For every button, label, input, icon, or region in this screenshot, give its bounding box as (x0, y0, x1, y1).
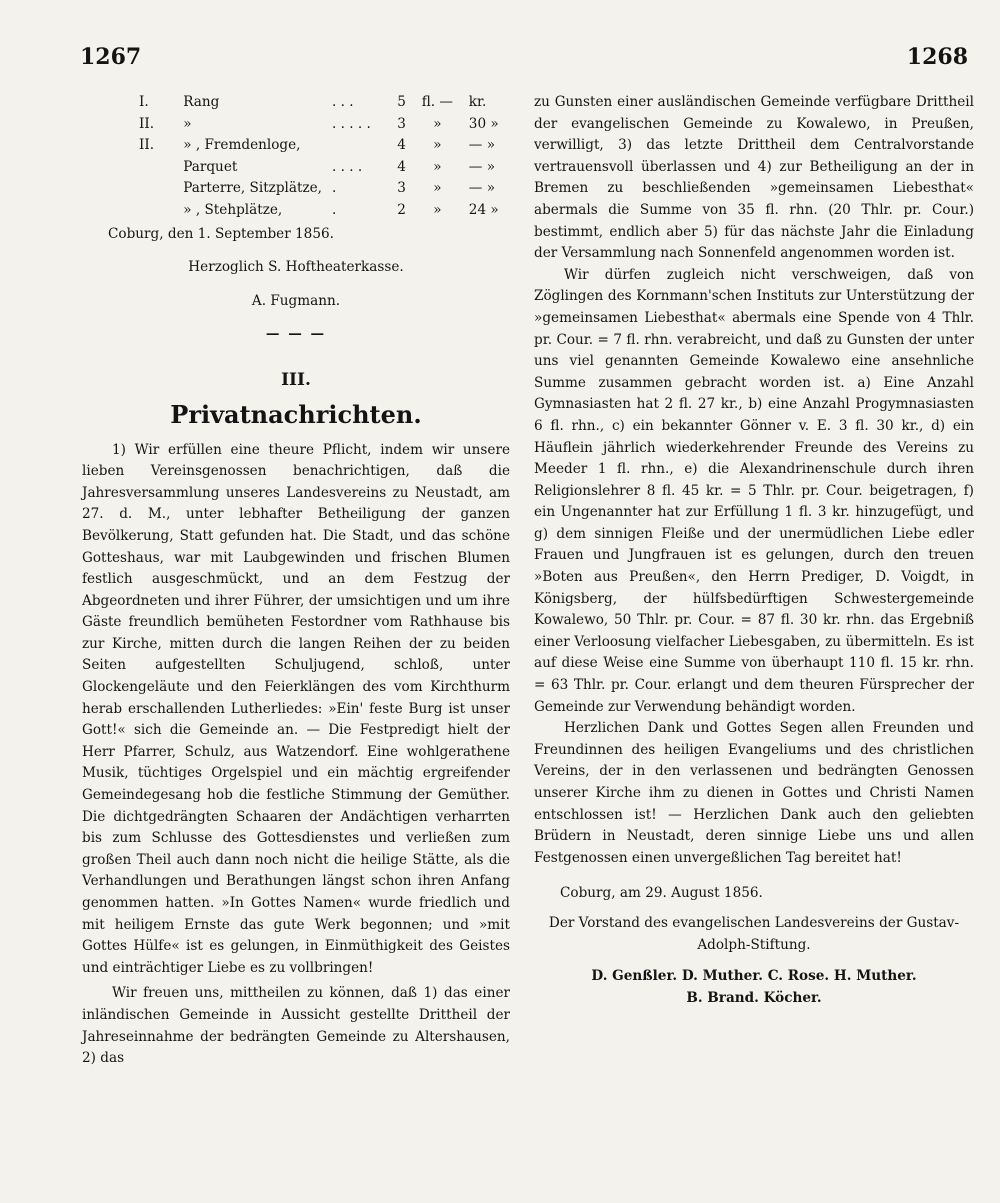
price-kreuzer: — » (468, 180, 496, 197)
price-dots: . (331, 180, 337, 197)
price-separator: » (433, 180, 442, 197)
price-seat: Rang (183, 94, 220, 110)
price-rank (134, 200, 178, 222)
price-florin: 5 (397, 94, 406, 110)
price-dots: . . . . . (331, 115, 371, 132)
price-rank: I. (139, 94, 149, 110)
price-kreuzer: — » (468, 158, 496, 175)
price-kreuzer: kr. (468, 94, 487, 110)
right-paragraph-3: Herzlichen Dank und Gottes Segen allen Freunden und Freundinnen des heiligen Evangeliums und des christlichen Vereins, der in den verlassenen und bedrängten Genossen unserer Kirche ihm zu dienen in Gottes und Christi Namen entschlossen ist! — Herzlichen Dank auch den geliebten Brüdern in Neustadt, deren sinnige Liebe uns und allen Festgenossen einen unvergeßlichen Tag bereitet hat! (534, 720, 974, 866)
price-row (134, 200, 510, 222)
price-dots (327, 135, 377, 157)
price-separator: » (433, 137, 442, 154)
price-seat: Parterre, Sitzplätze, (183, 180, 322, 197)
office-name: Herzoglich S. Hoftheaterkasse. (188, 259, 404, 276)
price-florin: 4 (397, 137, 406, 154)
page-number-right: 1268 (906, 44, 968, 70)
price-separator: » (433, 115, 442, 132)
price-rank (134, 178, 178, 200)
right-dateline: Coburg, am 29. August 1856. (560, 885, 763, 902)
price-table (134, 92, 510, 222)
signer-name: A. Fugmann. (251, 292, 341, 309)
left-dateline: Coburg, den 1. September 1856. (108, 225, 334, 242)
price-rank: II. (139, 115, 155, 132)
price-dots: . . . (331, 94, 354, 110)
left-paragraph-1: 1) Wir erfüllen eine theure Pflicht, indem wir unsere lieben Vereinsgenossen benachrichtigen, daß die Jahresversammlung unseres Landesvereins zu Neustadt, am 27. d. M., unter lebhafter Betheiligung der ganzen Bevölkerung, Statt gefunden hat. Die Stadt, und das schöne Gotteshaus, war mit Laubgewinden und frischen Blumen festlich ausgeschmückt, und an dem Festzug der Abgeordneten und ihrer Führer, der umsichtigen und um ihre Gäste freundlich bemüheten Festordner vom Rathhause bis zur Kirche, mitten durch die langen Reihen der zu beiden Seiten aufgestellten Schuljugend, schloß, unter Glockengeläute und den Feierklängen des vom Kirchthurm herab erschallenden Lutherliedes: »Ein' feste Burg ist unser Gott!« sich die Gemeinde an. — Die Festpredigt hielt der Herr Pfarrer, Schulz, aus Watzendorf. Eine wohlgerathene Musik, tüchtiges Orgelspiel und ein mächtig ergreifender Gemeindegesang hob die festliche Stimmung der Gemüther. Die dichtgedrängten Schaaren der Andächtigen verharrten bis zum Schlusse des Gottesdienstes und verließen zum großen Theil auch dann noch nicht die heilige Stätte, als die Verhandlungen und Berathungen längst schon ihren Anfang genommen hatten. »In Gottes Namen« wurde friedlich und mit heiligem Ernste das gute Werk begonnen; und »mit Gottes Hülfe« ist es gelungen, in Einmüthigkeit des Geistes und einträchtiger Liebe es zu vollbringen! (82, 441, 510, 976)
left-paragraph-2: Wir freuen uns, mittheilen zu können, daß 1) das einer inländischen Gemeinde in Aussicht gestellte Drittheil der Jahreseinnahme der bedrängten Gemeinde zu Altershausen, 2) das (82, 985, 510, 1067)
price-separator: » (433, 201, 442, 218)
section-title: Privatnachrichten. (170, 399, 422, 429)
price-florin: 3 (397, 115, 406, 132)
price-dots: . . . . (331, 158, 363, 175)
price-seat: » , Stehplätze, (183, 201, 283, 218)
price-row (134, 178, 510, 200)
price-rank: II. (139, 137, 155, 154)
price-florin: 4 (397, 158, 406, 175)
price-row (134, 114, 510, 136)
price-seat: » , Fremdenloge, (183, 137, 301, 154)
price-florin: 3 (397, 180, 406, 197)
price-seat: Parquet (183, 158, 238, 175)
signatures-line-2: B. Brand. Köcher. (686, 989, 822, 1006)
price-seat: » (183, 115, 192, 132)
price-dots: . (331, 201, 337, 218)
right-paragraph-1: zu Gunsten einer ausländischen Gemeinde verfügbare Drittheil der evangelischen Gemeinde zu Kowalewo, in Preußen, verwilligt, 3) das letzte Drittheil dem Centralvorstande vertrauensvoll überlassen und 4) zur Betheiligung an der in Bremen zu beschließenden »gemeinsamen Liebesthat« abermals die Summe von 35 fl. rhn. (20 Thlr. pr. Cour.) bestimmt, endlich aber 5) für das nächste Jahr die Einladung der Versammlung nach Sonnenfeld angenommen worden ist. (534, 94, 974, 262)
price-separator: » (433, 158, 442, 175)
price-row (134, 135, 510, 157)
left-column (82, 92, 510, 1070)
page-number-left: 1267 (80, 44, 142, 70)
right-column (534, 92, 974, 1009)
price-kreuzer: 24 » (468, 201, 499, 218)
price-rank (134, 157, 178, 179)
price-row (134, 157, 510, 179)
right-paragraph-2: Wir dürfen zugleich nicht verschweigen, daß von Zöglingen des Kornmann'schen Instituts zur Unterstützung der »gemeinsamen Liebesthat« abermals eine Spende von 4 Thlr. pr. Cour. = 7 fl. rhn. verabreicht, und daß zu Gunsten der unter uns viel genannten Gemeinde Kowalewo eine ansehnliche Summe zusammen gebracht worden ist. a) Eine Anzahl Gymnasiasten hat 2 fl. 27 kr., b) eine Anzahl Progymnasiasten 6 fl. rhn., c) ein bekannter Gönner v. E. 3 fl. 30 kr., d) ein Häuflein jährlich wiederkehrender Freunde des Vereins zu Meeder 1 fl. rhn., e) die Alexandrinenschule durch ihren Religionslehrer 8 fl. 45 kr. = 5 Thlr. pr. Cour. beigetragen, f) ein Ungenannter hat zur Erfüllung 1 fl. 3 kr. hinzugefügt, und g) dem sinnigen Fleiße und der unermüdlichen Liebe edler Frauen und Jungfrauen ist es gelungen, durch den treuen »Boten aus Preußen«, den Herrn Prediger, D. Voigdt, in Königsberg, der hülfsbedürftigen Schwestergemeinde Kowalewo, 50 Thlr. pr. Cour. = 87 fl. 30 kr. rhn. das Ergebniß einer Verloosung vielfacher Liebesgaben, zu übermitteln. Es ist auf diese Weise eine Summe von überhaupt 110 fl. 15 kr. rhn. = 63 Thlr. pr. Cour. erlangt und dem theuren Fürsprecher der Gemeinde zur Verwendung behändigt worden. (534, 266, 974, 715)
section-divider: — — — (265, 326, 327, 343)
section-number: III. (281, 369, 311, 390)
price-kreuzer: — » (468, 137, 496, 154)
price-separator: fl. — (421, 94, 453, 110)
price-kreuzer: 30 » (468, 115, 499, 132)
signatures-line-1: D. Genßler. D. Muther. C. Rose. H. Muther. (591, 968, 917, 985)
price-row (134, 92, 510, 114)
price-florin: 2 (397, 201, 406, 218)
board-name: Der Vorstand des evangelischen Landesvereins der Gustav-Adolph-Stiftung. (548, 914, 960, 953)
